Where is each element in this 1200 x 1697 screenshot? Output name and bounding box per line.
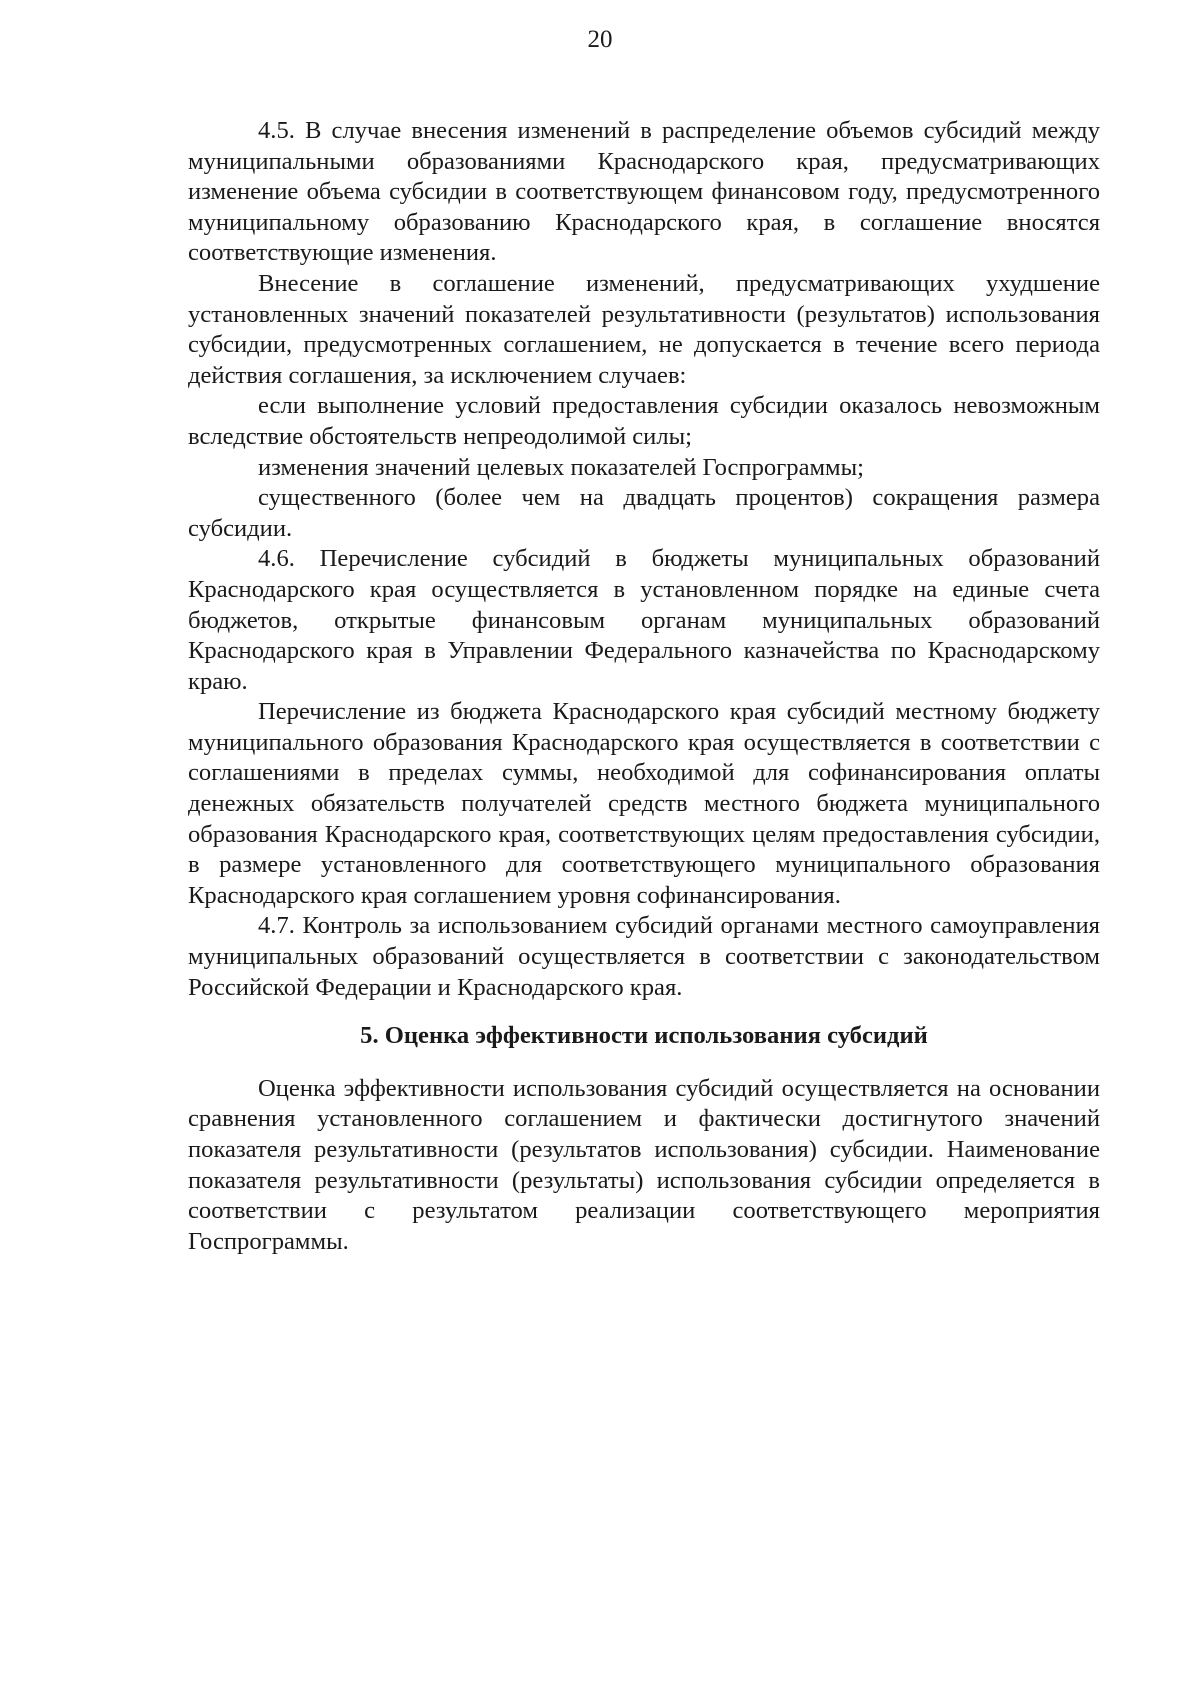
paragraph-efficiency-assessment: Оценка эффективности использования субсидий осуществляется на основании сравнения установленного соглашением и фактически достигнутого значений показателя результативности (результатов использования) субсидии. Наименование показателя результативности (результаты) использования субсидии определяется в соответствии с результатом реализации соответствующего мероприятия Госпрограммы. <box>188 1074 1100 1255</box>
document-body <box>188 116 1100 1257</box>
page-number: 20 <box>587 26 613 53</box>
paragraph-4-6: 4.6. Перечисление субсидий в бюджеты муниципальных образований Краснодарского края осуществляется в установленном порядке на единые счета бюджетов, открытые финансовым органам муниципальных образований Краснодарского края в Управлении Федерального казначейства по Краснодарскому краю. <box>188 545 1100 695</box>
paragraph-amendment-restriction: Внесение в соглашение изменений, предусматривающих ухудшение установленных значений показателей результативности (результатов) использования субсидии, предусмотренных соглашением, не допускается в течение всего периода действия соглашения, за исключением случаев: <box>188 269 1100 389</box>
list-item-force-majeure: если выполнение условий предоставления субсидии оказалось невозможным вследствие обстоятельств непреодолимой силы; <box>188 392 1100 450</box>
list-item-subsidy-reduction: существенного (более чем на двадцать процентов) сокращения размера субсидии. <box>188 484 1100 542</box>
section-heading: 5. Оценка эффективности использования субсидий <box>360 1022 928 1050</box>
list-item-target-indicators: изменения значений целевых показателей Госпрограммы; <box>258 453 864 481</box>
paragraph-transfer-terms: Перечисление из бюджета Краснодарского края субсидий местному бюджету муниципального образования Краснодарского края осуществляется в соответствии с соглашениями в пределах суммы, необходимой для софинансирования оплаты денежных обязательств получателей средств местного бюджета муниципального образования Краснодарского края, соответствующих целям предоставления субсидии, в размере установленного для соответствующего муниципального образования Краснодарского края соглашением уровня софинансирования. <box>188 698 1100 909</box>
paragraph-4-7: 4.7. Контроль за использованием субсидий органами местного самоуправления муниципальных образований осуществляется в соответствии с законодательством Российской Федерации и Краснодарского края. <box>188 912 1100 1001</box>
paragraph-4-5: 4.5. В случае внесения изменений в распределение объемов субсидий между муниципальными образованиями Краснодарского края, предусматривающих изменение объема субсидии в соответствующем финансовом году, предусмотренного муниципальному образованию Краснодарского края, в соглашение вносятся соответствующие изменения. <box>188 117 1100 267</box>
